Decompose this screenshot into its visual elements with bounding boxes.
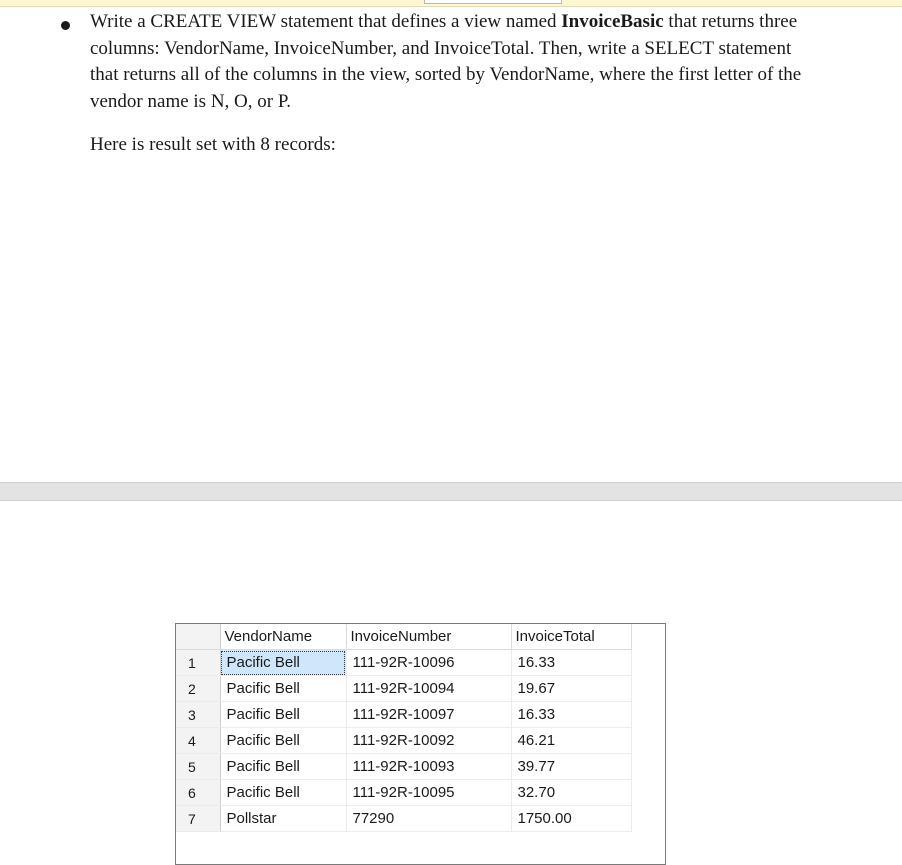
invoice-cell[interactable]: 111-92R-10094 [346,676,511,702]
table-row [176,806,631,832]
table-row [176,676,631,702]
row-number-header [176,624,220,650]
total-cell[interactable]: 39.77 [511,754,631,780]
invoice-cell[interactable]: 111-92R-10095 [346,780,511,806]
header-row [176,624,631,650]
instruction-text-end: that returns three columns: VendorName, InvoiceNumber, and InvoiceTotal. Then, write a SELECT statement that returns all of the columns in the view, sorted by VendorName, where the first letter of the vendor name is N, O, or P. [90,11,802,112]
page-break [0,482,902,501]
result-grid [175,623,666,865]
total-cell[interactable]: 1750.00 [511,806,631,832]
column-header-invoicenumber[interactable]: InvoiceNumber [346,624,511,650]
table-row [176,728,631,754]
vendor-cell[interactable]: Pacific Bell [220,676,346,702]
instruction-paragraph [90,9,810,115]
vendor-cell[interactable]: Pacific Bell [220,728,346,754]
total-cell[interactable]: 32.70 [511,780,631,806]
row-number[interactable]: 3 [176,702,220,728]
table-row [176,780,631,806]
row-number[interactable]: 5 [176,754,220,780]
vendor-cell[interactable]: Pacific Bell [220,754,346,780]
table-row [176,754,631,780]
vendor-cell[interactable]: Pacific Bell [220,650,346,676]
instruction-text-start: Write a CREATE VIEW statement that defines a view named [90,11,562,32]
row-number[interactable]: 4 [176,728,220,754]
vendor-cell[interactable]: Pacific Bell [220,702,346,728]
invoice-cell[interactable]: 111-92R-10096 [346,650,511,676]
row-number[interactable]: 7 [176,806,220,832]
top-tab-outline [424,0,562,4]
document-page-2 [0,501,902,839]
total-cell[interactable]: 16.33 [511,650,631,676]
total-cell[interactable]: 19.67 [511,676,631,702]
column-header-vendorname[interactable]: VendorName [220,624,346,650]
vendor-cell[interactable]: Pollstar [220,806,346,832]
total-cell[interactable]: 46.21 [511,728,631,754]
result-table [176,624,632,832]
invoice-cell[interactable]: 77290 [346,806,511,832]
invoice-cell[interactable]: 111-92R-10092 [346,728,511,754]
bullet-icon [61,21,70,30]
document-page [0,6,902,482]
invoice-cell[interactable]: 111-92R-10097 [346,702,511,728]
vendor-cell[interactable]: Pacific Bell [220,780,346,806]
table-row [176,702,631,728]
table-row [176,650,631,676]
row-number[interactable]: 1 [176,650,220,676]
row-number[interactable]: 2 [176,676,220,702]
view-name-bold: InvoiceBasic [561,11,664,32]
invoice-cell[interactable]: 111-92R-10093 [346,754,511,780]
column-header-invoicetotal[interactable]: InvoiceTotal [511,624,631,650]
row-number[interactable]: 6 [176,780,220,806]
total-cell[interactable]: 16.33 [511,702,631,728]
result-note: Here is result set with 8 records: [90,134,336,155]
